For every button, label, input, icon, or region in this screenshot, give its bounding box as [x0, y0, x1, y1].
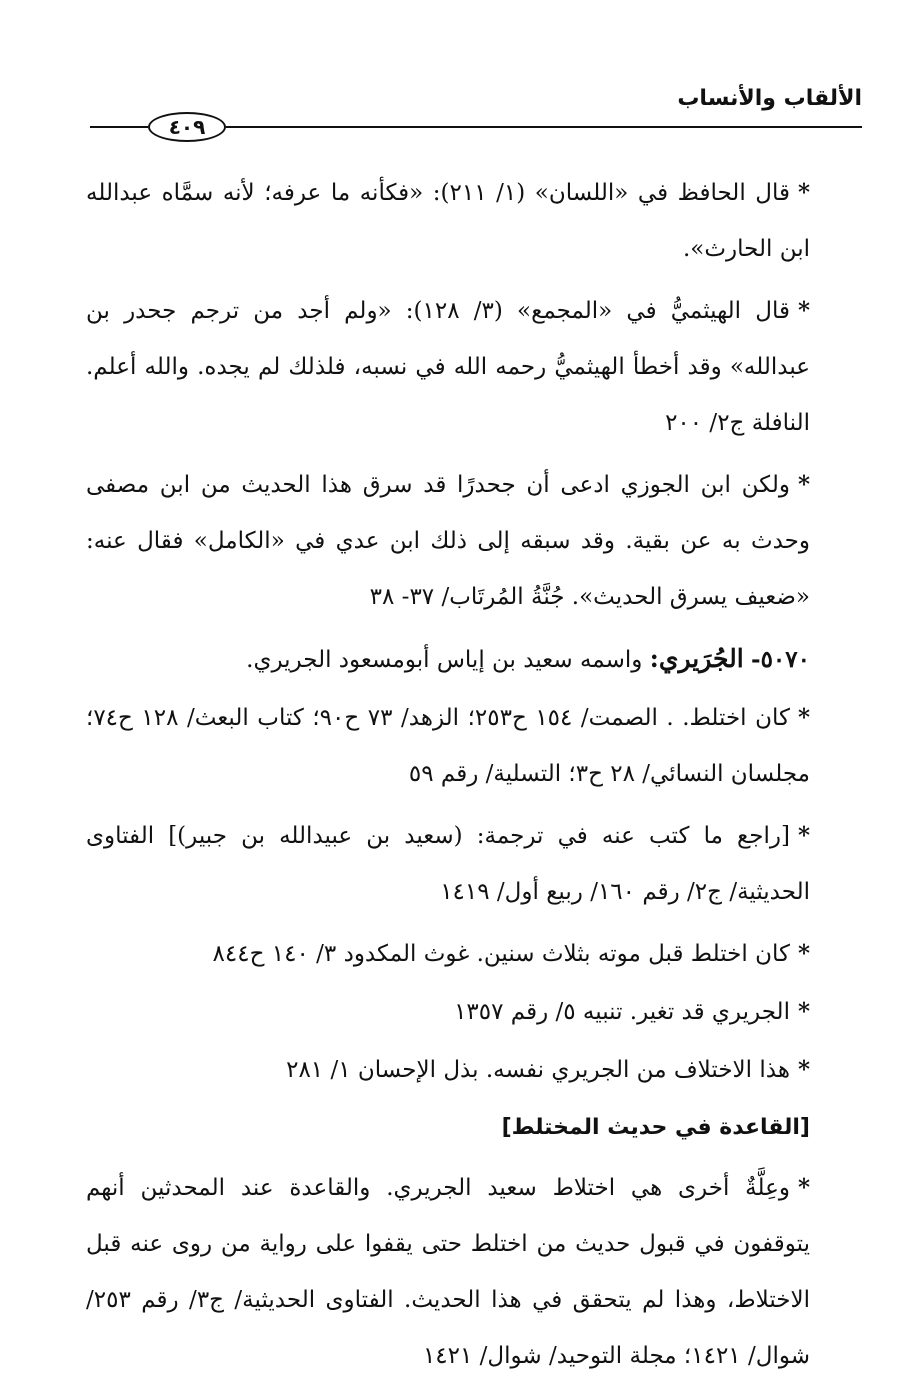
paragraph-text: كان اختلط قبل موته بثلاث سنين. غوث المكدود ٣/ ١٤٠ ح٨٤٤ [212, 941, 790, 967]
running-title: الألقاب والأنساب [677, 86, 862, 111]
entry-number: ٥٠٧٠- [751, 646, 810, 673]
bullet-star: * [797, 940, 810, 967]
page-body [86, 165, 862, 1390]
paragraph-text: [راجع ما كتب عنه في ترجمة: (سعيد بن عبيدالله بن جبير)] الفتاوى الحديثية/ ج٢/ رقم ١٦٠/ ربيع أول/ ١٤١٩ [86, 823, 810, 905]
header-rule-left [90, 126, 148, 128]
bullet-star: * [797, 1174, 810, 1201]
paragraph-text: قال الهيثميُّ في «المجمع» (٣/ ١٢٨): «ولم أجد من ترجم جحدر بن عبدالله» وقد أخطأ الهيثميُّ رحمه الله في نسبه، فلذلك لم يجده. والله أعلم. النافلة ج٢/ ٢٠٠ [86, 298, 810, 436]
entry-heading [86, 631, 862, 688]
entry-text: واسمه سعيد بن إياس أبومسعود الجريري. [246, 647, 643, 673]
bullet-star: * [797, 822, 810, 849]
section-heading: [القاعدة في حديث المختلط] [501, 1115, 810, 1140]
paragraph [86, 926, 862, 982]
paragraph-text: قال الحافظ في «اللسان» (١/ ٢١١): «فكأنه ما عرفه؛ لأنه سمَّاه عبدالله ابن الحارث». [86, 180, 810, 262]
paragraph [86, 1160, 862, 1384]
paragraph-text: الجريري قد تغير. تنبيه ٥/ رقم ١٣٥٧ [454, 999, 790, 1025]
paragraph-text: وعِلَّةٌ أخرى هي اختلاط سعيد الجريري. والقاعدة عند المحدثين أنهم يتوقفون في قبول حديث من اختلط حتى يقفوا على رواية من روى عنه قبل الاختلاط، وهذا لم يتحقق في هذا الحديث. الفتاوى الحديثية/ ج٣/ رقم ٢٥٣/ شوال/ ١٤٢١؛ مجلة التوحيد/ شوال/ ١٤٢١ [86, 1175, 811, 1369]
paragraph [86, 984, 862, 1040]
bullet-star: * [797, 704, 810, 731]
paragraph-text: هذا الاختلاف من الجريري نفسه. بذل الإحسان ١/ ٢٨١ [286, 1057, 790, 1083]
entry-name: الجُرَيري: [649, 644, 744, 673]
paragraph [86, 1042, 862, 1098]
paragraph [86, 808, 862, 920]
page-number: ٤٠٩ [148, 112, 226, 142]
bullet-star: * [797, 297, 810, 324]
paragraph [86, 457, 862, 625]
paragraph [86, 165, 862, 277]
bullet-star: * [797, 998, 810, 1025]
paragraph-text: كان اختلط. . الصمت/ ١٥٤ ح٢٥٣؛ الزهد/ ٧٣ ح٩٠؛ كتاب البعث/ ١٢٨ ح٧٤؛ مجلسان النسائي/ ٢٨ ح٣؛ التسلية/ رقم ٥٩ [86, 705, 810, 787]
paragraph-text: ولكن ابن الجوزي ادعى أن جحدرًا قد سرق هذا الحديث من ابن مصفى وحدث به عن بقية. وقد سبقه إلى ذلك ابن عدي في «الكامل» فقال عنه: «ضعيف يسرق الحديث». جُنَّةُ المُرتَاب/ ٣٧- ٣٨ [86, 472, 810, 610]
bullet-star: * [797, 1056, 810, 1083]
bullet-star: * [797, 471, 810, 498]
bullet-star: * [797, 179, 811, 206]
header-rule [226, 126, 862, 128]
paragraph [86, 283, 862, 451]
paragraph [86, 690, 862, 802]
